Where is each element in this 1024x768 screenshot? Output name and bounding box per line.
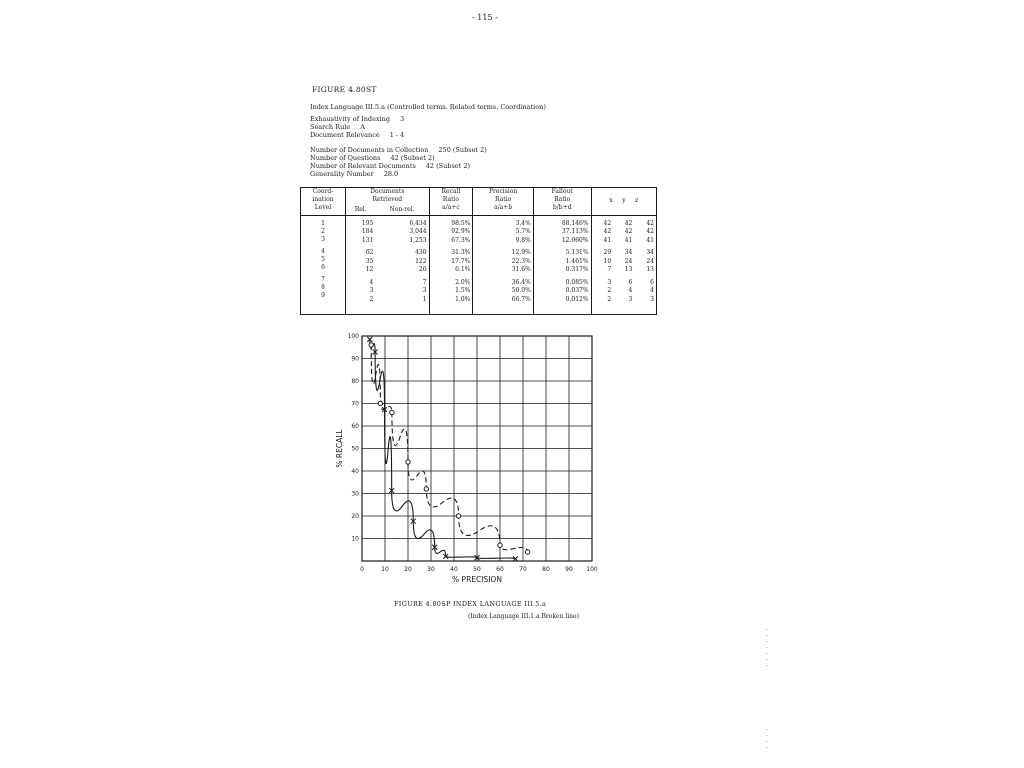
coord-header: Coord- ination Level bbox=[301, 188, 346, 216]
margin-mark: · · · · bbox=[766, 727, 768, 752]
recall-header: Recall Ratio a/a+c bbox=[429, 188, 473, 216]
retrieved-header: Documents Retrieved bbox=[346, 188, 430, 206]
num-docs-value: 250 (Subset 2) bbox=[438, 146, 487, 154]
recall-column: 98.5% 92.9% 67.3% 31.3% 17.7% 6.1% 2.0% 1.5% 1.0% bbox=[429, 215, 473, 314]
y-column: 42 42 41 34 24 13 6 4 3 bbox=[613, 215, 634, 314]
margin-mark: · · · · · · · bbox=[766, 627, 768, 670]
x-tick-label: 80 bbox=[542, 566, 550, 573]
x-column: 42 42 41 29 10 7 3 2 2 bbox=[591, 215, 613, 314]
x-axis-label: % PRECISION bbox=[452, 575, 502, 584]
y-tick-label: 30 bbox=[351, 490, 359, 498]
x-tick-label: 70 bbox=[519, 566, 527, 573]
x-tick-label: 30 bbox=[427, 566, 435, 573]
exhaustivity-line bbox=[310, 115, 404, 123]
search-rule-label: Search Rule bbox=[310, 123, 351, 131]
data-point-o bbox=[424, 487, 428, 491]
series-line-solid bbox=[370, 339, 516, 558]
x-tick-label: 0 bbox=[360, 566, 364, 573]
y-tick-label: 10 bbox=[351, 535, 359, 543]
x-tick-label: 20 bbox=[404, 566, 412, 573]
num-questions-line bbox=[310, 154, 435, 162]
xyz-header: x y z bbox=[591, 188, 656, 216]
table-header-row bbox=[301, 188, 657, 206]
x-tick-label: 10 bbox=[381, 566, 389, 573]
search-rule-value: A bbox=[360, 123, 365, 131]
x-tick-label: 100 bbox=[586, 566, 598, 573]
x-tick-label: 40 bbox=[450, 566, 458, 573]
nonrel-header: Non-rel. bbox=[375, 206, 429, 215]
data-point-o bbox=[390, 410, 394, 414]
x-tick-label: 90 bbox=[565, 566, 573, 573]
page-number: - 115 - bbox=[472, 13, 498, 22]
y-tick-label: 20 bbox=[351, 513, 359, 520]
data-point-o bbox=[456, 514, 460, 518]
data-point-o bbox=[369, 343, 373, 347]
relevance-line bbox=[310, 131, 404, 139]
z-column: 42 42 41 34 24 13 6 4 3 bbox=[634, 215, 656, 314]
figure-caption: FIGURE 4.80SP INDEX LANGUAGE III.5.a bbox=[394, 600, 547, 608]
level-column: 1 2 3 4 5 6 7 8 9 bbox=[301, 215, 346, 314]
precision-header: Precision Ratio a/a+b bbox=[473, 188, 533, 216]
x-tick-label: 50 bbox=[473, 566, 481, 573]
num-questions-label: Number of Questions bbox=[310, 154, 381, 162]
data-point-o bbox=[378, 401, 382, 405]
y-tick-label: 50 bbox=[351, 445, 359, 453]
num-relevant-line bbox=[310, 162, 470, 170]
y-tick-label: 80 bbox=[351, 378, 359, 385]
y-tick-label: 100 bbox=[347, 333, 359, 340]
search-rule-line bbox=[310, 123, 365, 131]
generality-value: 28.0 bbox=[383, 170, 399, 178]
generality-label: Generality Number bbox=[310, 170, 374, 178]
y-tick-label: 40 bbox=[351, 468, 359, 475]
fallout-column: 88.146% 37.113% 12.960% 5.131% 1.461% 0.317% 0.085% 0.037% 0.012% bbox=[533, 215, 591, 314]
nonrel-column: 6,434 3,044 1,253 430 122 26 7 3 1 bbox=[375, 215, 429, 314]
data-point-o bbox=[525, 550, 529, 554]
data-point-o bbox=[406, 460, 410, 464]
figure-subcaption: (Index Language III.1.a Broken line) bbox=[468, 613, 579, 620]
fallout-header: Fallout Ratio b/b+d bbox=[533, 188, 591, 216]
exhaustivity-value: 3 bbox=[400, 115, 405, 123]
relevance-value: 1 - 4 bbox=[389, 131, 405, 139]
index-language-line: Index Language III.5.a (Controlled terms. Related terms. Coordination) bbox=[310, 103, 546, 111]
x-tick-label: 60 bbox=[496, 566, 504, 573]
y-tick-label: 70 bbox=[351, 400, 359, 408]
y-tick-label: 60 bbox=[351, 423, 359, 430]
y-tick-label: 90 bbox=[351, 355, 359, 363]
rel-column: 195 184 131 62 35 12 4 3 2 bbox=[346, 215, 376, 314]
num-relevant-label: Number of Relevant Documents bbox=[310, 162, 416, 170]
precision-column: 3.4% 5.7% 9.8% 12.9% 22.3% 31.6% 36.4% 50.0% 66.7% bbox=[473, 215, 533, 314]
rel-header: Rel. bbox=[346, 206, 376, 215]
num-relevant-value: 42 (Subset 2) bbox=[425, 162, 470, 170]
relevance-label: Document Relevance bbox=[310, 131, 380, 139]
y-axis-label: % RECALL bbox=[335, 429, 344, 468]
exhaustivity-label: Exhaustivity of Indexing bbox=[310, 115, 391, 123]
data-point-o bbox=[498, 543, 502, 547]
generality-line bbox=[310, 170, 398, 178]
recall-precision-chart bbox=[332, 328, 598, 586]
num-docs-label: Number of Documents in Collection bbox=[310, 146, 429, 154]
figure-label: FIGURE 4.80ST bbox=[312, 85, 377, 94]
results-table bbox=[300, 187, 657, 315]
num-questions-value: 42 (Subset 2) bbox=[390, 154, 435, 162]
table-body-row bbox=[301, 215, 657, 314]
num-docs-line bbox=[310, 146, 487, 154]
